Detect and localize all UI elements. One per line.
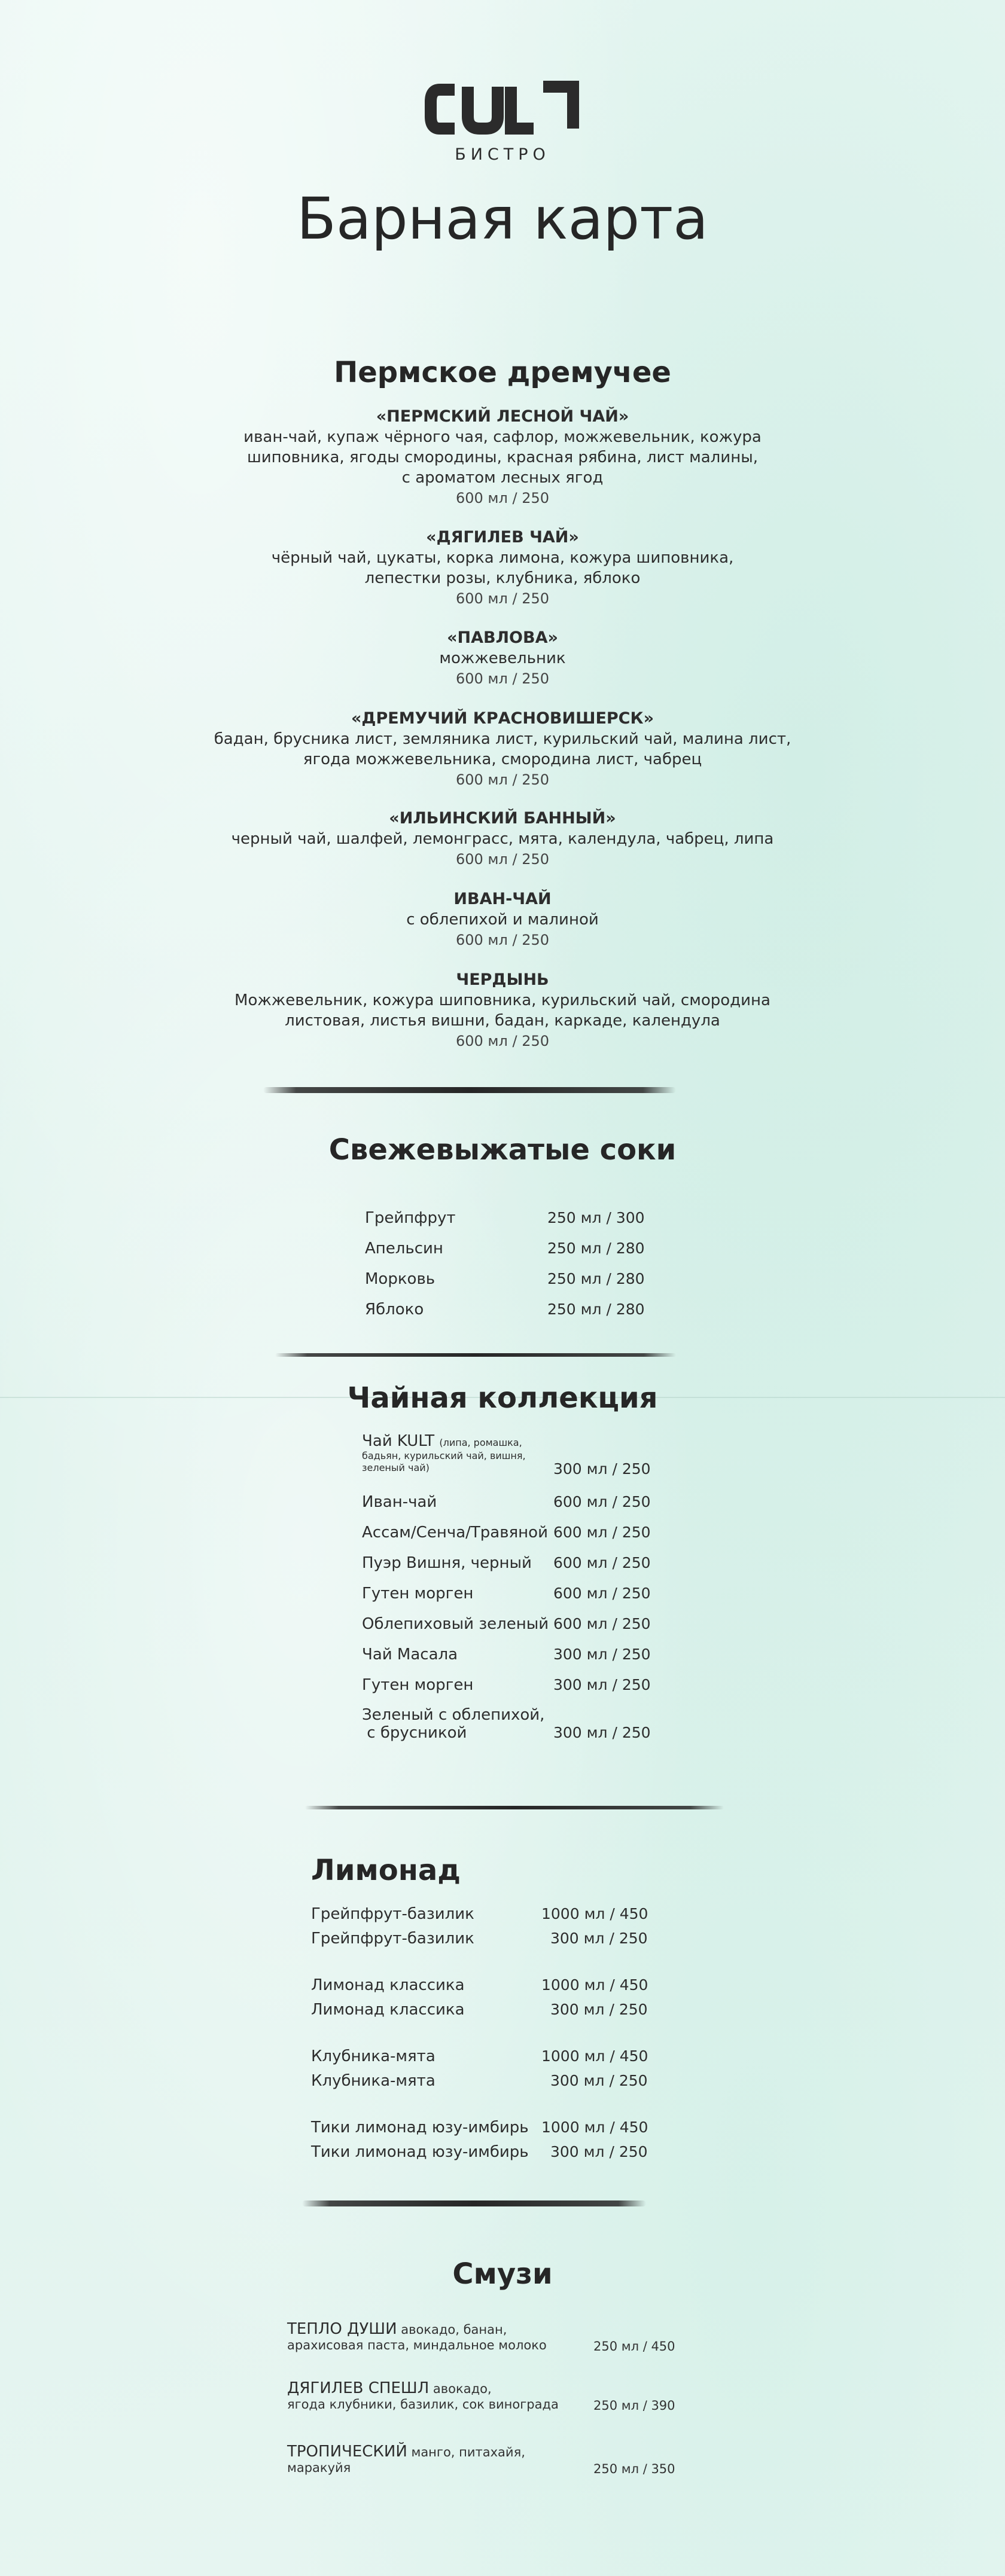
tea-item-desc: шиповника, ягоды смородины, красная рябина, лист малины, [246,448,758,466]
tea-item-desc: черный чай, шалфей, лемонграсс, мята, календула, чабрец, липа [231,830,774,848]
tea-item [0,889,1005,950]
tea-item-desc: иван-чай, купаж чёрного чая, сафлор, можжевельник, кожура [243,428,762,446]
lemonade-price: 300 мл / 250 [550,2001,648,2018]
collection-row [362,1615,651,1633]
smoothie-item [287,2443,675,2476]
collection-name: Иван-чай [362,1493,437,1511]
smoothie-desc: арахисовая паста, миндальное молоко [287,2338,547,2352]
juice-name: Морковь [365,1270,436,1288]
juice-price: 250 мл / 280 [547,1270,645,1287]
collection-row [362,1706,651,1742]
tea-item-name: «ПЕРМСКИЙ ЛЕСНОЙ ЧАЙ» [376,407,629,426]
juice-name: Грейпфрут [365,1209,456,1227]
tea-item-price: 600 мл / 250 [455,490,550,506]
tea-item-price: 600 мл / 250 [455,771,550,788]
brush-divider [302,2200,646,2206]
tea-item-name: ИВАН-ЧАЙ [453,890,552,908]
smoothie-item [287,2320,675,2354]
tea-item [0,527,1005,609]
collection-price: 600 мл / 250 [553,1554,651,1571]
smoothie-desc: ягода клубники, базилик, сок винограда [287,2397,559,2412]
lemonade-name: Лимонад классика [311,2001,465,2019]
tea-item [0,407,1005,508]
tea-item [0,970,1005,1051]
tea-item-desc: можжевельник [439,649,566,667]
collection-price: 300 мл / 250 [553,1724,651,1741]
smoothie-name: ТЕПЛО ДУШИ [287,2320,397,2338]
collection-name: Чай Масала [362,1646,458,1664]
collection-price: 300 мл / 250 [553,1460,651,1478]
lemonade-price: 1000 мл / 450 [541,1976,648,1994]
collection-note: (липа, ромашка, [439,1437,522,1448]
juice-name: Яблоко [365,1301,424,1318]
collection-price: 600 мл / 250 [553,1615,651,1632]
collection-name: Облепиховый зеленый [362,1615,549,1633]
collection-row [362,1524,651,1542]
tea-item-desc: чёрный чай, цукаты, корка лимона, кожура шиповника, [271,549,734,567]
collection-name: Ассам/Сенча/Травяной [362,1524,548,1542]
smoothie-name: ДЯГИЛЕВ СПЕШЛ [287,2379,430,2397]
lemonade-row [311,2072,648,2090]
brand-subtitle: БИСТРО [455,145,550,164]
juice-price: 250 мл / 280 [547,1301,645,1318]
collection-name: с брусникой [362,1724,467,1742]
tea-item-price: 600 мл / 250 [455,670,550,687]
smoothie-price: 250 мл / 450 [593,2339,675,2354]
lemonade-row [311,1976,648,1994]
section-title-collection: Чайная коллекция [347,1381,658,1415]
section-title-smoothie: Смузи [452,2257,553,2291]
tea-item-desc: листовая, листья вишни, бадан, каркаде, календула [285,1012,720,1030]
juice-row [365,1301,645,1318]
tea-item-desc: бадан, брусника лист, земляника лист, курильский чай, малина лист, [214,730,791,748]
smoothie-desc: авокадо, банан, [397,2322,507,2337]
tea-item-name: «ДЯГИЛЕВ ЧАЙ» [426,528,579,547]
tea-item-desc: с ароматом лесных ягод [401,469,604,487]
lemonade-row [311,2001,648,2019]
lemonade-row [311,2119,648,2137]
smoothie-name: ТРОПИЧЕСКИЙ [287,2443,407,2461]
smoothie-price: 250 мл / 350 [593,2462,675,2476]
smoothie-desc: манго, питахайя, [407,2445,525,2459]
tea-item-desc: с облепихой и малиной [406,911,599,929]
tea-item [0,628,1005,689]
tea-item-price: 600 мл / 250 [455,851,550,868]
brand-logo [0,81,1005,138]
collection-row [362,1493,651,1511]
lemonade-price: 300 мл / 250 [550,2143,648,2160]
juice-row [365,1270,645,1288]
lemonade-row [311,2143,648,2161]
juice-price: 250 мл / 300 [547,1209,645,1226]
tea-item-name: «ИЛЬИНСКИЙ БАННЫЙ» [389,809,616,828]
smoothie-desc: авокадо, [429,2382,492,2396]
tea-item-desc: Можжевельник, кожура шиповника, курильский чай, смородина [234,991,770,1009]
lemonade-row [311,1930,648,1948]
tea-item-price: 600 мл / 250 [455,1033,550,1049]
tea-item-price: 600 мл / 250 [455,590,550,607]
tea-item-desc: ягода можжевельника, смородина лист, чабрец [303,750,702,768]
lemonade-price: 1000 мл / 450 [541,1905,648,1922]
juice-row [365,1209,645,1227]
collection-price: 300 мл / 250 [553,1676,651,1693]
lemonade-name: Грейпфрут-базилик [311,1905,474,1923]
collection-row [362,1646,651,1664]
collection-name: Зеленый с облепихой, [362,1706,545,1724]
lemonade-name: Клубника-мята [311,2072,436,2090]
lemonade-name: Лимонад классика [311,1976,465,1994]
lemonade-row [311,1905,648,1923]
smoothie-desc: маракуйя [287,2461,351,2475]
brush-divider [263,1087,676,1093]
smoothie-item [287,2379,675,2413]
juice-name: Апельсин [365,1240,443,1258]
collection-name: Гутен морген [362,1585,474,1603]
lemonade-row [311,2047,648,2065]
cult-logo-icon [425,81,580,138]
section-title-juice: Свежевыжатые соки [328,1133,677,1167]
collection-price: 600 мл / 250 [553,1524,651,1541]
lemonade-name: Тики лимонад юзу-имбирь [311,2143,529,2161]
lemonade-price: 300 мл / 250 [550,2072,648,2089]
tea-item-desc: лепестки розы, клубника, яблоко [364,569,641,587]
section-title-perm: Пермское дремучее [334,356,671,389]
lemonade-name: Тики лимонад юзу-имбирь [311,2119,529,2137]
collection-price: 600 мл / 250 [553,1493,651,1510]
collection-row [362,1432,651,1478]
brush-divider [305,1806,724,1809]
tea-item-name: ЧЕРДЫНЬ [456,970,549,989]
tea-item-price: 600 мл / 250 [455,932,550,948]
lemonade-price: 300 мл / 250 [550,1930,648,1947]
tea-item-name: «ПАВЛОВА» [447,628,558,647]
collection-price: 300 мл / 250 [553,1646,651,1663]
juice-row [365,1240,645,1258]
collection-row [362,1676,651,1694]
brush-divider [275,1353,676,1357]
tea-item [0,808,1005,869]
page-title: Барная карта [297,185,708,252]
collection-row [362,1585,651,1603]
collection-row [362,1554,651,1572]
lemonade-name: Грейпфрут-базилик [311,1930,474,1948]
collection-note: зеленый чай) [362,1462,430,1473]
tea-item-name: «ДРЕМУЧИЙ КРАСНОВИШЕРСК» [351,709,654,728]
collection-note: бадьян, курильский чай, вишня, [362,1450,526,1461]
lemonade-name: Клубника-мята [311,2047,436,2065]
smoothie-price: 250 мл / 390 [593,2398,675,2413]
collection-name: Чай KULT [362,1432,435,1450]
collection-name: Гутен морген [362,1676,474,1694]
section-title-lemonade: Лимонад [311,1854,461,1887]
collection-price: 600 мл / 250 [553,1585,651,1602]
collection-name: Пуэр Вишня, черный [362,1554,532,1572]
tea-item [0,709,1005,790]
lemonade-price: 1000 мл / 450 [541,2119,648,2136]
juice-price: 250 мл / 280 [547,1240,645,1257]
lemonade-price: 1000 мл / 450 [541,2047,648,2065]
